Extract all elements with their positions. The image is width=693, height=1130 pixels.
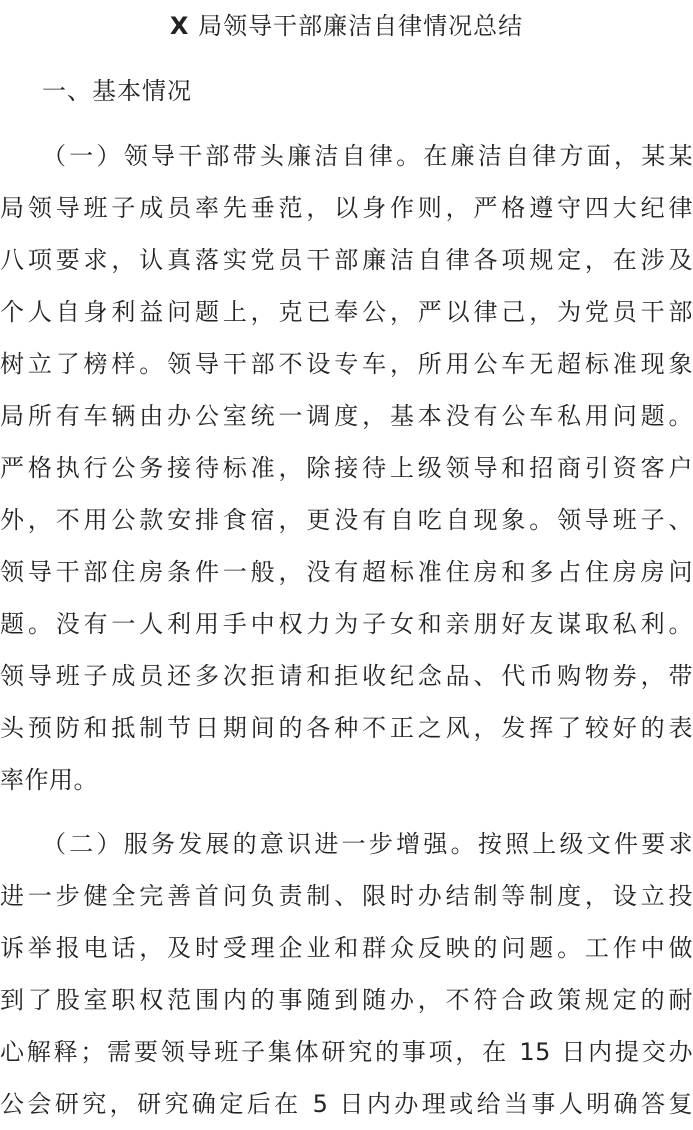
paragraph-line: 到了股室职权范围内的事随到随办，不符合政策规定的耐 xyxy=(0,986,693,1014)
paragraph-line: 局领导班子成员率先垂范，以身作则，严格遵守四大纪律 xyxy=(0,194,693,222)
paragraph-1 xyxy=(0,130,693,806)
document-title-text: 局领导干部廉洁自律情况总结 xyxy=(189,12,524,40)
document-title-prefix: X xyxy=(169,12,190,40)
paragraph-line: 树立了榜样。领导干部不设专车，所用公车无超标准现象 xyxy=(0,350,693,378)
paragraph-line: 头预防和抵制节日期间的各种不正之风，发挥了较好的表 xyxy=(0,714,693,742)
document-title xyxy=(0,8,693,44)
paragraph-line: （二）服务发展的意识进一步增强。按照上级文件要求 xyxy=(42,830,693,858)
paragraph-line: 心解释；需要领导班子集体研究的事项，在 15 日内提交办 xyxy=(0,1038,693,1066)
paragraph-line: 领导班子成员还多次拒请和拒收纪念品、代币购物券，带 xyxy=(0,662,693,690)
paragraph-line: 率作用。 xyxy=(0,766,98,794)
paragraph-line: 外，不用公款安排食宿，更没有自吃自现象。领导班子、 xyxy=(0,506,693,534)
paragraph-line: 领导干部住房条件一般，没有超标准住房和多占住房房问 xyxy=(0,558,693,586)
paragraph-line: 进一步健全完善首问负责制、限时办结制等制度，设立投 xyxy=(0,882,693,910)
paragraph-line: 严格执行公务接待标准，除接待上级领导和招商引资客户 xyxy=(0,454,693,482)
paragraph-line: 个人自身利益问题上，克已奉公，严以律己，为党员干部 xyxy=(0,298,693,326)
paragraph-line: 诉举报电话，及时受理企业和群众反映的问题。工作中做 xyxy=(0,934,693,962)
paragraph-line: 八项要求，认真落实党员干部廉洁自律各项规定，在涉及 xyxy=(0,246,693,274)
paragraph-line: 局所有车辆由办公室统一调度，基本没有公车私用问题。 xyxy=(0,402,693,430)
paragraph-line: 题。没有一人利用手中权力为子女和亲朋好友谋取私利。 xyxy=(0,610,693,638)
paragraph-line: 公会研究，研究确定后在 5 日内办理或给当事人明确答复 xyxy=(0,1090,693,1118)
section-heading: 一、基本情况 xyxy=(42,77,192,105)
paragraph-line: （一）领导干部带头廉洁自律。在廉洁自律方面，某某 xyxy=(42,142,693,170)
paragraph-2 xyxy=(0,818,693,1130)
